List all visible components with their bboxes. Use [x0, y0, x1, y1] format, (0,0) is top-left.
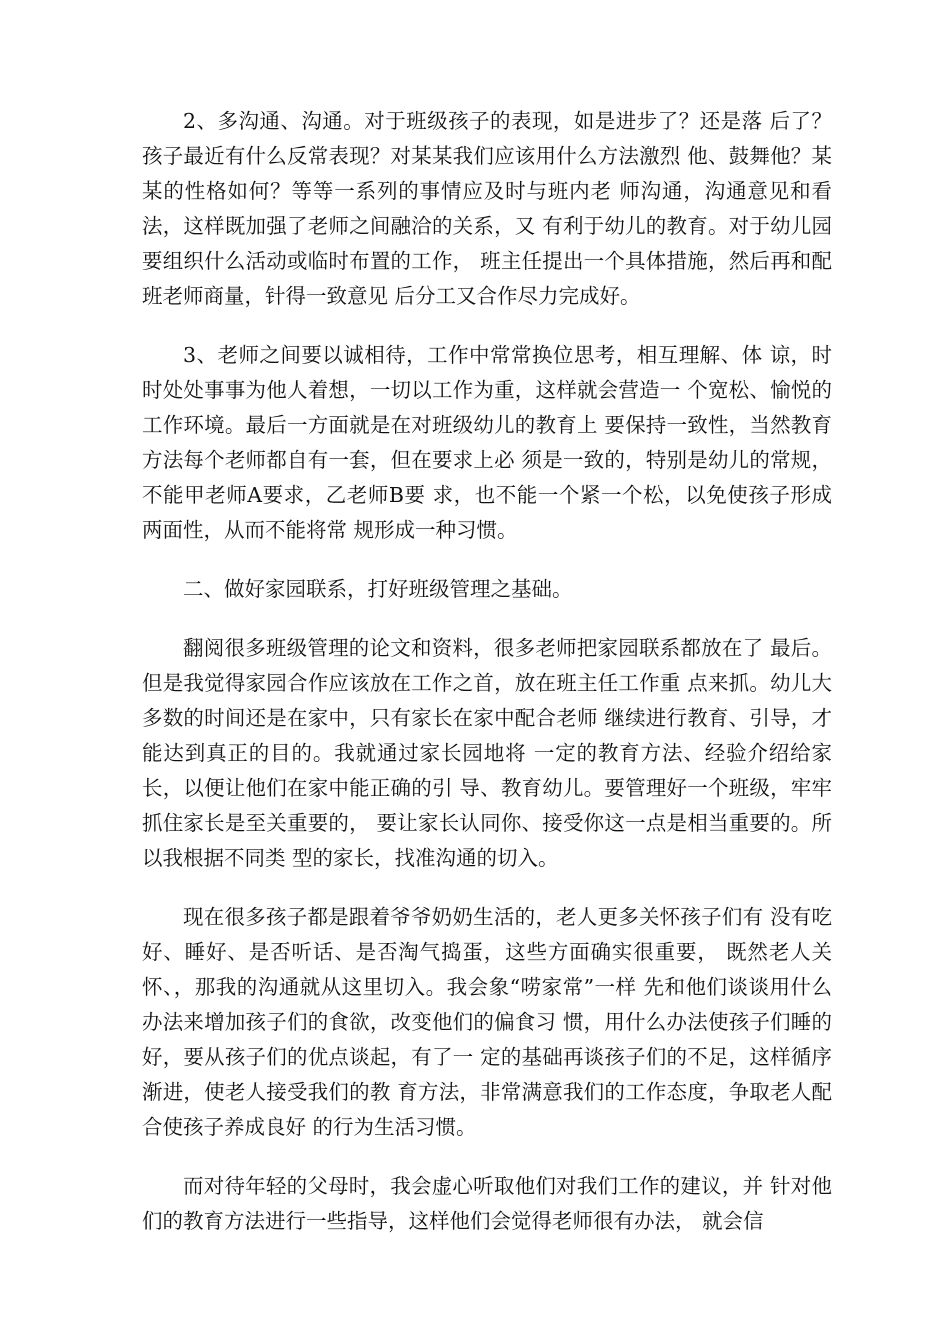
paragraph-communication: 2、多沟通、沟通。对于班级孩子的表现，如是进步了？还是落 后了？孩子最近有什么反常表现？对某某我们应该用什么方法激烈 他、鼓舞他？某某的性格如何？等等一系列的事情应及时与班内老 师沟通，沟通意见和看法，这样既加强了老师之间融洽的关系，又 有利于幼儿的教育。对于幼儿园要组织什么活动或临时布置的工作， 班主任提出一个具体措施，然后再和配班老师商量，针得一致意见 后分工又合作尽力完成好。 [142, 109, 832, 308]
paragraph-sincerity: 3、老师之间要以诚相待，工作中常常换位思考，相互理解、体 谅，时时处处事事为他人着想，一切以工作为重，这样就会营造一 个宽松、愉悦的工作环境。最后一方面就是在对班级幼儿的教育上 要保持一致性，当然教育方法每个老师都自有一套，但在要求上必 须是一致的，特别是幼儿的常规，不能甲老师A要求，乙老师B要 求，也不能一个紧一个松，以免使孩子形成两面性，从而不能将常 规形成一种习惯。 [142, 343, 832, 542]
paragraph-young-parents: 而对待年轻的父母时，我会虚心听取他们对我们工作的建议，并 针对他们的教育方法进行一些指导，这样他们会觉得老师很有办法， 就会信 [142, 1174, 832, 1233]
paragraph-grandparents: 现在很多孩子都是跟着爷爷奶奶生活的，老人更多关怀孩子们有 没有吃好、睡好、是否听话、是否淘气捣蛋，这些方面确实很重要， 既然老人关怀、，那我的沟通就从这里切入。我会象“唠家常”一样 先和他们谈谈用什么办法来增加孩子们的食欲，改变他们的偏食习 惯，用什么办法使孩子们睡的好，要从孩子们的优点谈起，有了一 定的基础再谈孩子们的不足，这样循序渐进，使老人接受我们的教 育方法，非常满意我们的工作态度，争取老人配合使孩子养成良好 的行为生活习惯。 [142, 905, 832, 1139]
paragraph-home-school-cooperation: 翻阅很多班级管理的论文和资料，很多老师把家园联系都放在了 最后。但是我觉得家园合作应该放在工作之首，放在班主任工作重 点来抓。幼儿大多数的时间还是在家中，只有家长在家中配合老师 继续进行教育、引导，才能达到真正的目的。我就通过家长园地将 一定的教育方法、经验介绍给家长，以便让他们在家中能正确的引 导、教育幼儿。要管理好一个班级，牢牢抓住家长是至关重要的， 要让家长认同你、接受你这一点是相当重要的。所以我根据不同类 型的家长，找准沟通的切入。 [142, 636, 832, 870]
section-heading-home-school: 二、做好家园联系，打好班级管理之基础。 [183, 577, 573, 601]
document-body [142, 104, 832, 1263]
